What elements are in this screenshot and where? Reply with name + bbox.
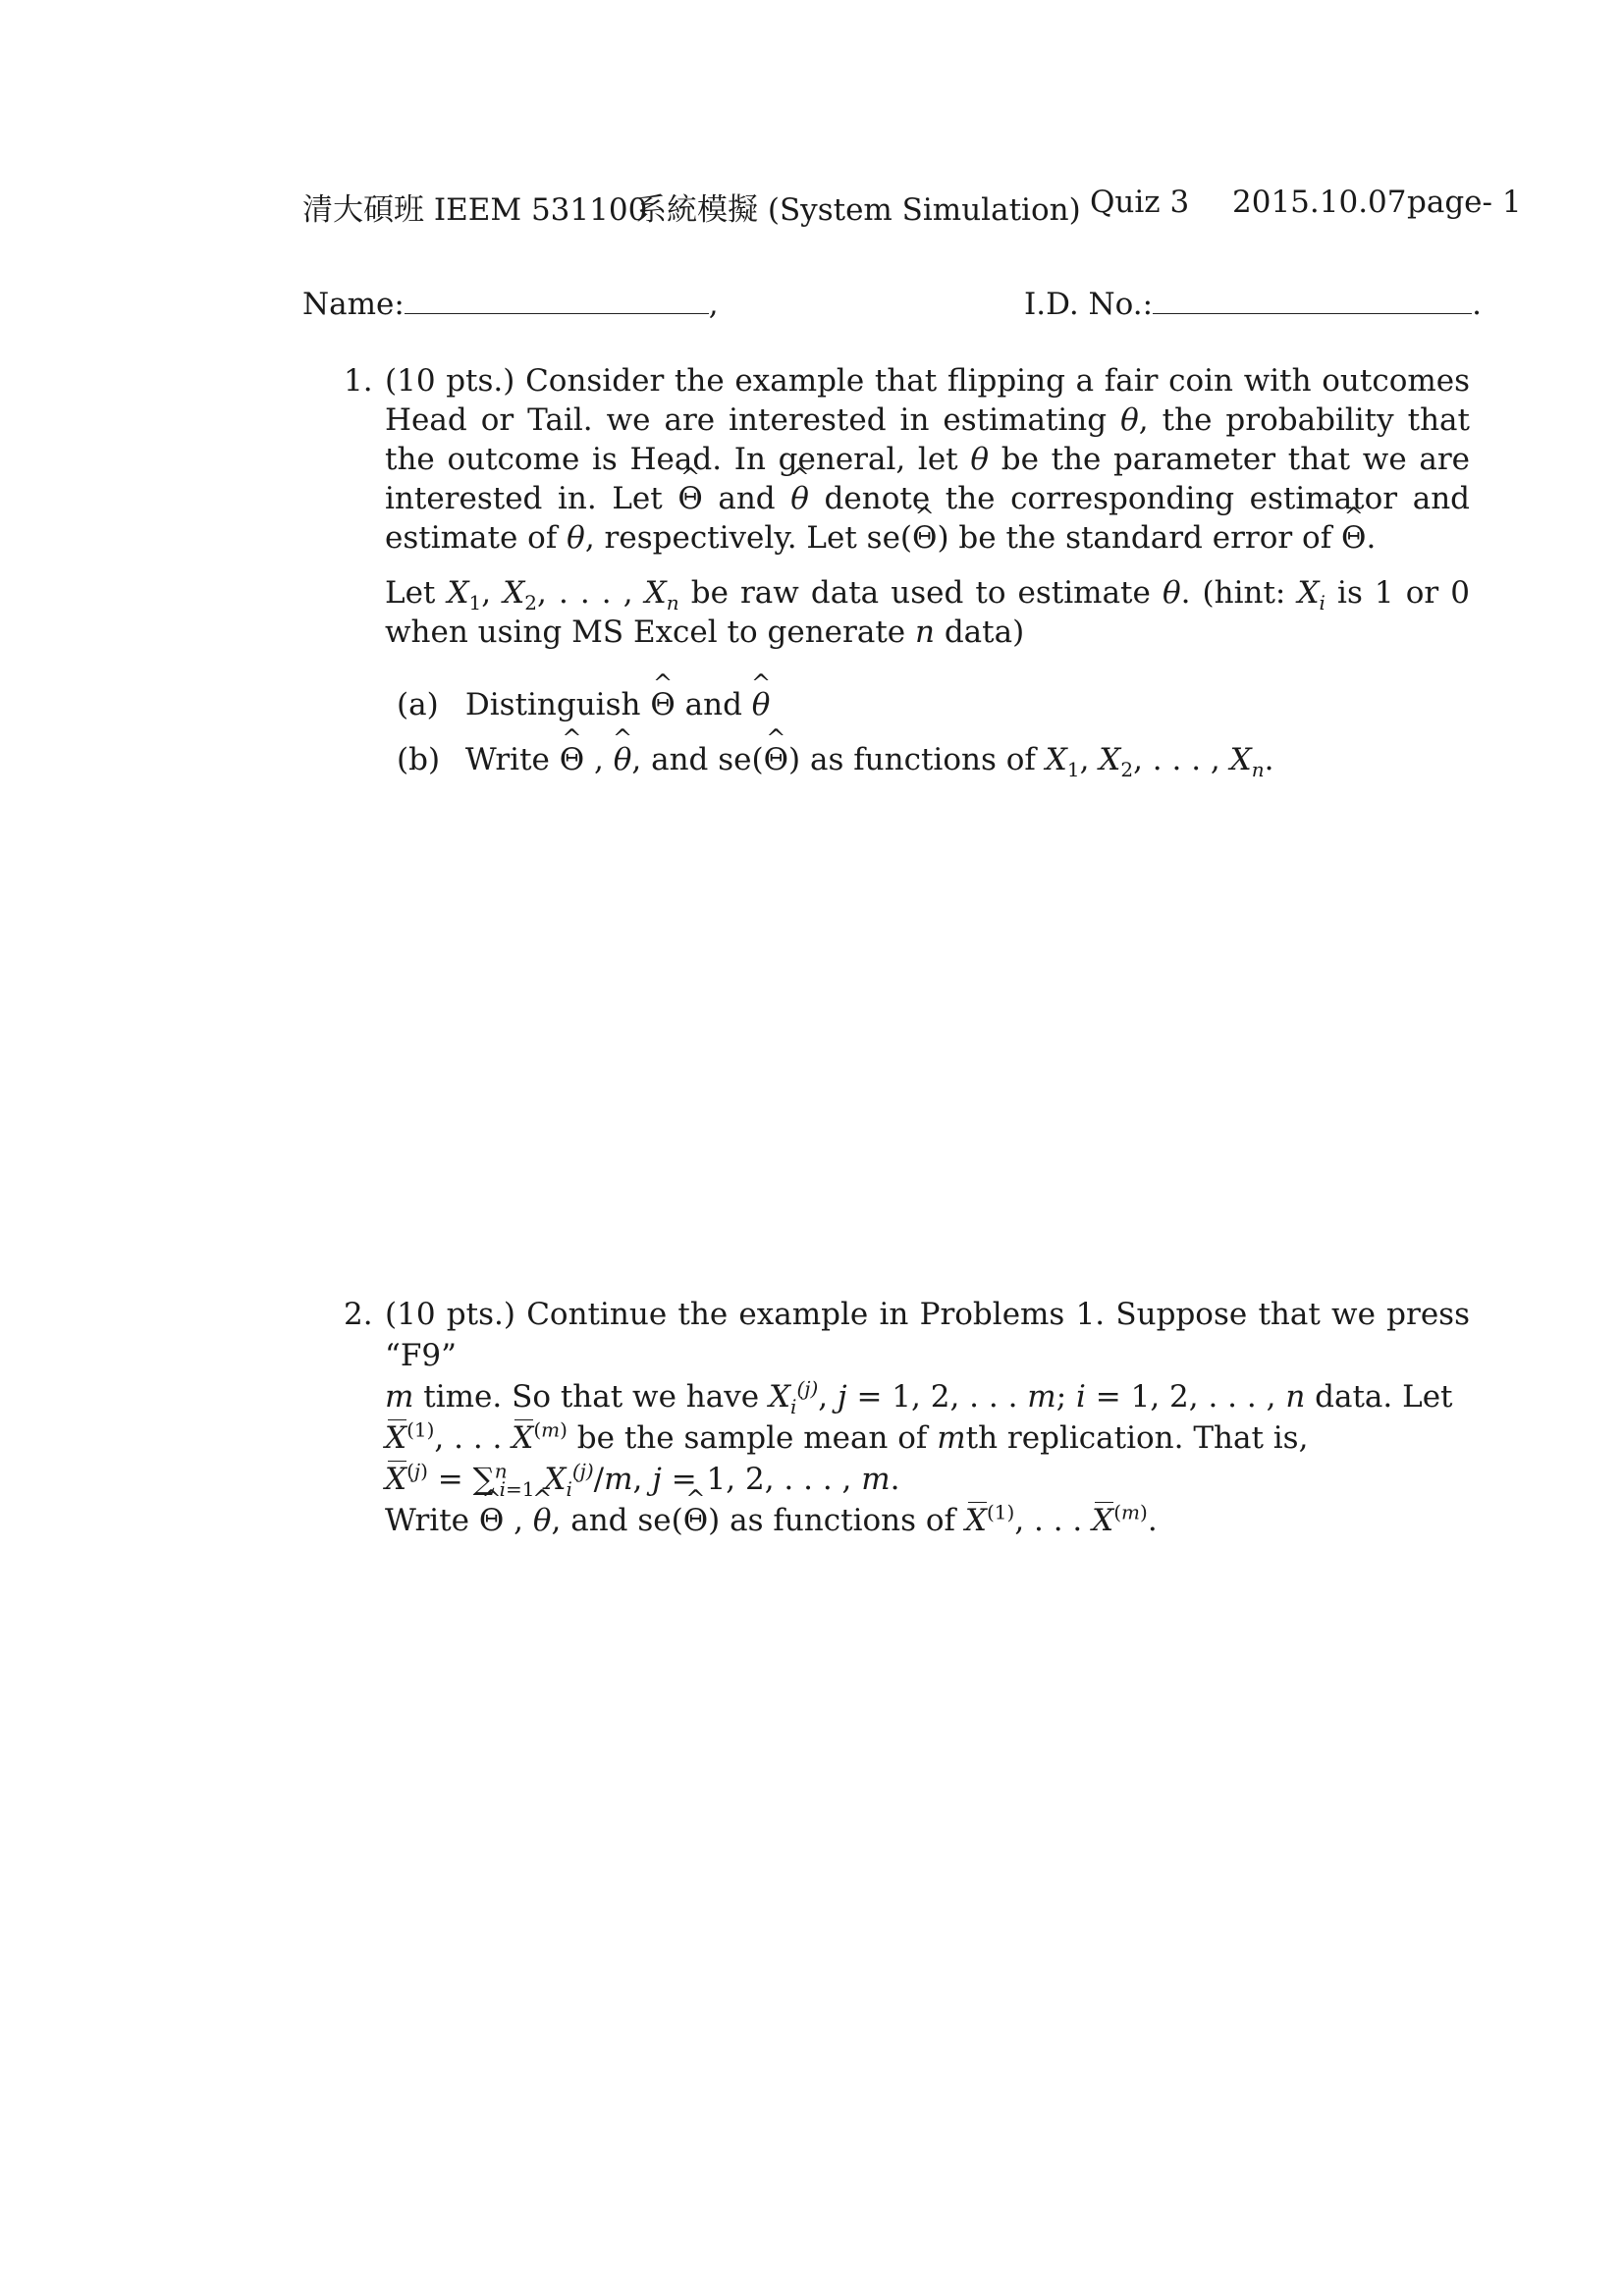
question-2-line-3: $X^{(1)}$, . . . $X^{(m)}$ be the sample mean of mth replication. That is, bbox=[385, 1417, 1470, 1459]
q1-text-g: ) be the standard error of bbox=[937, 520, 1332, 556]
page-number: page- 1 bbox=[1407, 185, 1522, 220]
name-id-row bbox=[302, 287, 1482, 326]
question-1 bbox=[344, 361, 1471, 652]
name-blank[interactable] bbox=[405, 288, 709, 314]
q2-text-5b: , and se( bbox=[551, 1503, 683, 1538]
question-2 bbox=[344, 1294, 1470, 1541]
q2-text-5a: Write bbox=[385, 1503, 470, 1538]
course-code: 清大碩班 IEEM 531100 bbox=[302, 192, 648, 228]
question-2-line-5: Write ^ Θ , ^ θ, and se(^ Θ) as functions of $X^{(1)}$, . . . $X^{(m)}$. bbox=[385, 1500, 1470, 1541]
question-2-number: 2. bbox=[344, 1297, 373, 1332]
part-b-text: Write bbox=[464, 742, 550, 777]
q2-text-3b: be the sample mean of bbox=[576, 1420, 928, 1456]
part-a-label: (a) bbox=[397, 687, 439, 722]
id-label: I.D. No.: bbox=[1024, 287, 1154, 322]
q1-text-j: . (hint: bbox=[1180, 575, 1286, 611]
question-2-points: (10 pts.) bbox=[385, 1297, 515, 1332]
question-1-part-b: (b) Write ^ Θ , ^ θ, and se(^ Θ) as functions of $X_1$, $X_2$, . . . , $X_n$. bbox=[397, 740, 1273, 779]
question-1-points: (10 pts.) bbox=[385, 363, 515, 399]
course-title: 系統模擬 (System Simulation) bbox=[636, 192, 1081, 228]
q1-text-l: data) bbox=[944, 614, 1025, 650]
q2-text-5c: ) as functions of bbox=[708, 1503, 956, 1538]
id-suffix: . bbox=[1472, 287, 1482, 322]
q1-text-c: be the parameter that we are interested in. Let bbox=[385, 442, 1471, 516]
question-2-line-2: m time. So that we have $X_i^{(j)}$, j = 1, 2, . . . m; i = 1, 2, . . . , n data. Let bbox=[385, 1376, 1453, 1419]
quiz-date: 2015.10.07 bbox=[1232, 185, 1407, 220]
question-2-line-1 bbox=[385, 1294, 1470, 1376]
q1-text-h: Let bbox=[385, 575, 436, 611]
part-a-text: Distinguish bbox=[464, 687, 641, 722]
q2-text-1: Continue the example in Problems 1. Suppose that we press “F9” bbox=[385, 1297, 1470, 1373]
quiz-label: Quiz 3 bbox=[1090, 185, 1190, 220]
part-b-label: (b) bbox=[397, 742, 441, 777]
part-b-end: ) as functions of bbox=[788, 742, 1036, 777]
q1-text-a: Consider the example that flipping a fair coin with outcomes Head or Tail. we are interested in estimating bbox=[385, 363, 1471, 438]
part-a-and: and bbox=[684, 687, 742, 722]
id-blank[interactable] bbox=[1153, 288, 1472, 314]
q2-text-2b: data. Let bbox=[1315, 1379, 1453, 1415]
q1-text-i: be raw data used to estimate bbox=[690, 575, 1151, 611]
q1-text-e: denote the corresponding estimator and estimate of bbox=[385, 481, 1471, 556]
q2-text-2a: time. So that we have bbox=[423, 1379, 760, 1415]
q1-text-f: , respectively. Let se( bbox=[584, 520, 913, 556]
q1-text-d: and bbox=[718, 481, 776, 516]
question-2-line-4: $X^{(j)} = \sum^n_{i=1}$ $X_i^{(j)}/m$, j = 1, 2, . . . , m. bbox=[385, 1459, 900, 1502]
question-1-part-a: (a) Distinguish ^ Θ and ^ θ bbox=[397, 685, 770, 724]
question-1-number: 1. bbox=[344, 363, 373, 399]
q2-text-3c: th replication. That is, bbox=[965, 1420, 1309, 1456]
name-label: Name: bbox=[302, 287, 405, 322]
part-b-mid: , and se( bbox=[631, 742, 764, 777]
question-1-paragraph-2: Let $X_1$, $X_2$, . . . , $X_n$ be raw data used to estimate θ. (hint: $X_i$ is 1 or 0 when using MS Excel to generate n data) bbox=[385, 575, 1470, 650]
q1-text-k: is 1 or 0 when using MS Excel to generate bbox=[385, 575, 1470, 650]
question-1-paragraph-1: (10 pts.) Consider the example that flipping a fair coin with outcomes Head or Tail. we are interested in estimating θ, the probability that the outcome is Head. In general, let θ be the parameter that we are interested in. Let ^ Θ and ^ θ denote the corresponding estimator and estimate of θ, respectively. Let se(^ Θ) be the standard error of ^ Θ. bbox=[385, 361, 1470, 558]
q1-text-b: , the probability that the outcome is Head. In general, let bbox=[385, 402, 1470, 477]
name-suffix: , bbox=[708, 287, 719, 322]
